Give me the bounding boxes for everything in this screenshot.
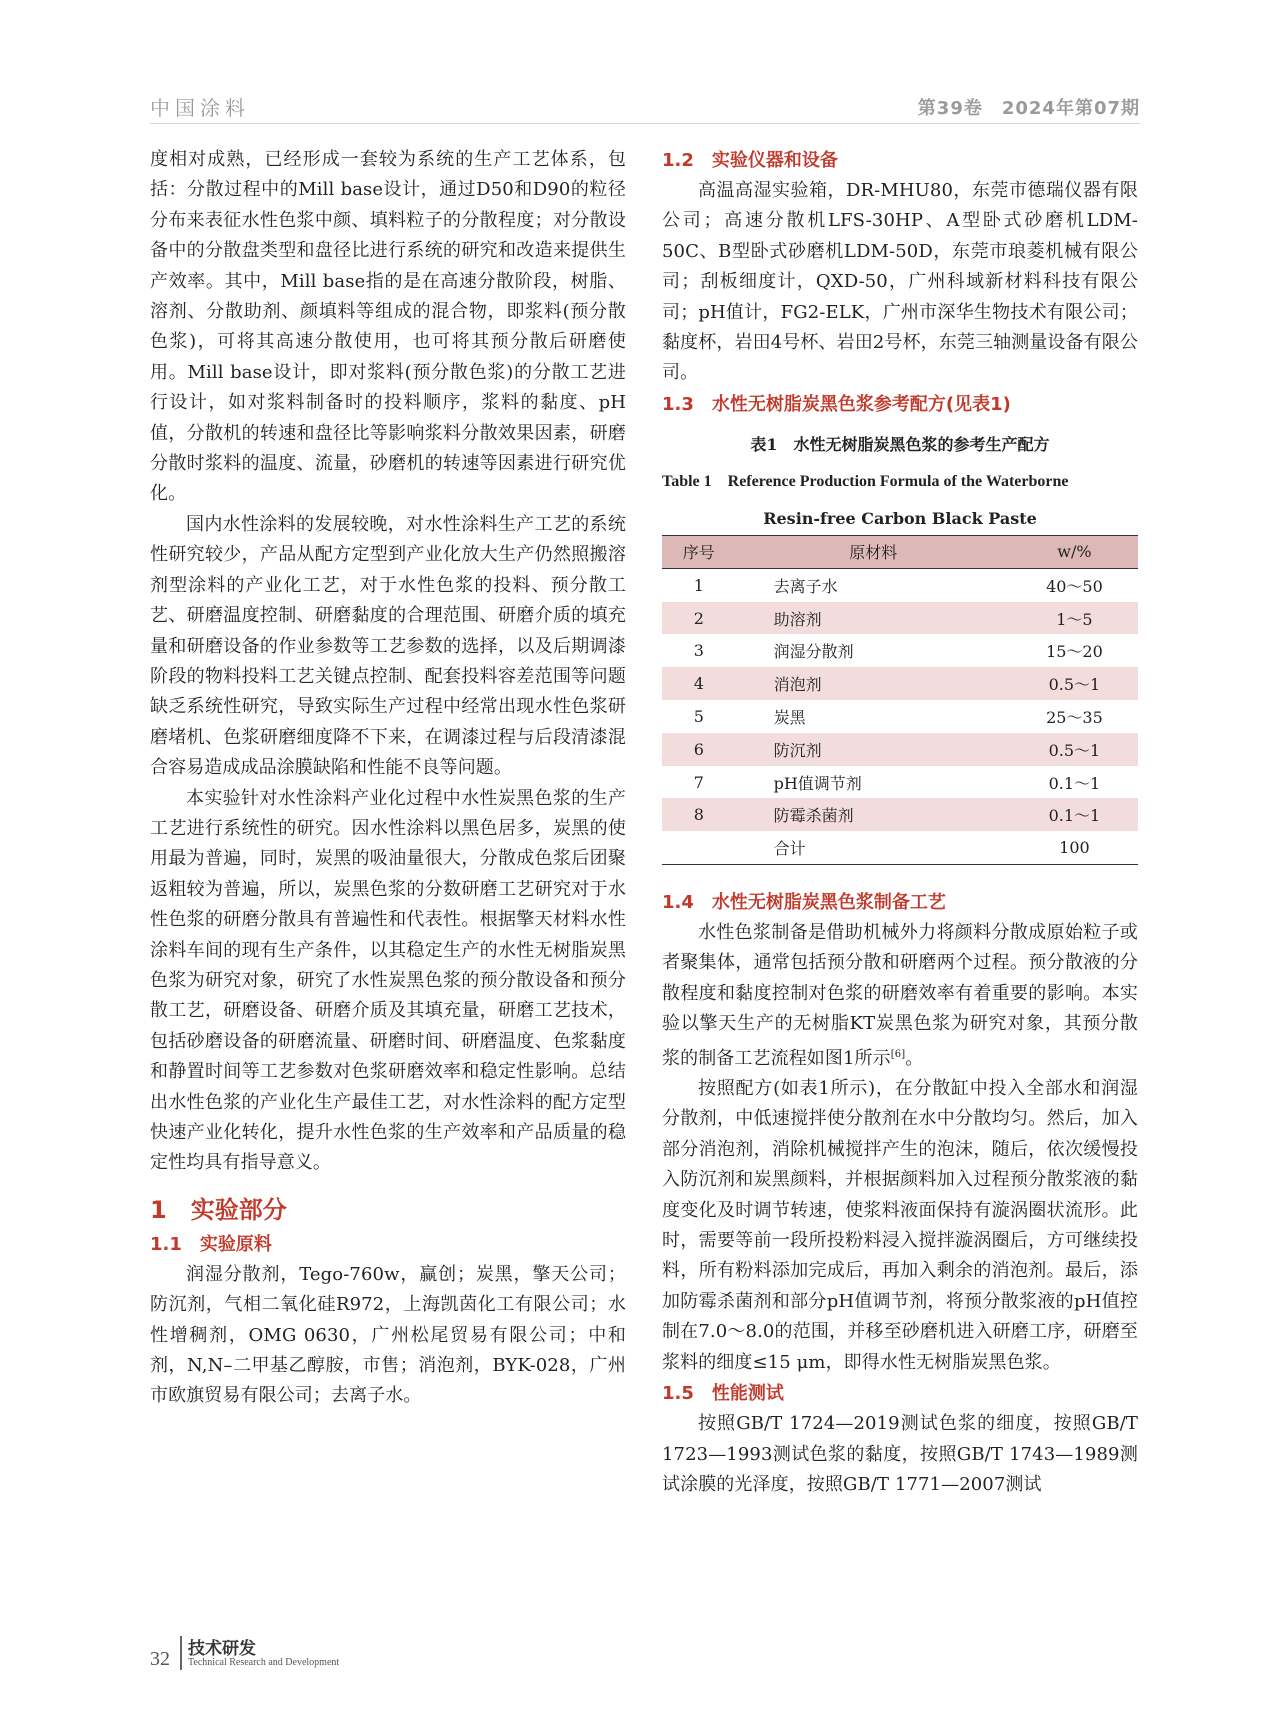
- table-row: [662, 602, 1138, 635]
- cell-no: 8: [662, 798, 736, 831]
- table-row: [662, 798, 1138, 831]
- table-row: [662, 733, 1138, 766]
- cell-no: 3: [693, 641, 704, 661]
- paragraph-end: 。: [905, 1047, 924, 1069]
- table-row: [662, 634, 1138, 667]
- cell-no: 5: [693, 706, 704, 726]
- paragraph: [662, 918, 1138, 1074]
- table-row: [662, 667, 1138, 700]
- table-caption-en: Table 1 Reference Production Formula of the Waterborne: [662, 472, 1069, 490]
- footer-section-cn: 技术研发: [188, 1639, 256, 1659]
- cell-w: 25～35: [1046, 707, 1103, 727]
- cell-w: 40～50: [1046, 576, 1103, 596]
- cell-no: 6: [662, 733, 736, 766]
- paragraph: 高温高湿实验箱，DR-MHU80，东莞市德瑞仪器有限公司；高速分散机LFS-30HP、A型卧式砂磨机LDM-50C、B型卧式砂磨机LDM-50D，东莞市琅菱机械有限公司；刮板细度计，QXD-50，广州科域新材料科技有限公司；pH值计，FG2-ELK，广州市深华生物技术有限公司；黏度杯，岩田4号杯、岩田2号杯，东莞三轴测量设备有限公司。: [662, 180, 1138, 384]
- journal-name: 中国涂料: [150, 96, 250, 120]
- subsection-heading: 1.5 性能测试: [662, 1383, 784, 1405]
- table-row: [662, 700, 1138, 733]
- citation[interactable]: [6]: [890, 1048, 906, 1060]
- formula-table: [662, 535, 1138, 865]
- paragraph: 润湿分散剂，Tego-760w，赢创；炭黑，擎天公司；防沉剂，气相二氧化硅R972，上海凯茵化工有限公司；水性增稠剂，OMG 0630，广州松尾贸易有限公司；中和剂，N,N–二甲基乙醇胺，市售；消泡剂，BYK-028，广州市欧旗贸易有限公司；去离子水。: [150, 1263, 626, 1407]
- cell-no: 7: [693, 772, 704, 792]
- table-header-material: 原材料: [736, 535, 1011, 568]
- left-column: [150, 145, 626, 1412]
- paragraph: 按照GB/T 1724—2019测试色浆的细度，按照GB/T 1723—1993测试色浆的黏度，按照GB/T 1743—1989测试涂膜的光泽度，按照GB/T 1771—2007测试: [662, 1413, 1138, 1495]
- cell-no: [662, 831, 736, 864]
- table-row: [662, 766, 1138, 799]
- cell-total-label: 合计: [736, 831, 1011, 864]
- right-column: [662, 145, 1138, 1500]
- paragraph: 度相对成熟，已经形成一套较为系统的生产工艺体系，包括：分散过程中的Mill base设计，通过D50和D90的粒径分布来表征水性色浆中颜、填料粒子的分散程度；对分散设备中的分散盘类型和盘径比进行系统的研究和改造来提供生产效率。其中，Mill base指的是在高速分散阶段，树脂、溶剂、分散助剂、颜填料等组成的混合物，即浆料(预分散色浆)，可将其高速分散使用，也可将其预分散后研磨使用。Mill base设计，即对浆料(预分散色浆)的分散工艺进行设计，如对浆料制备时的投料顺序，浆料的黏度、pH值，分散机的转速和盘径比等影响浆料分散效果因素，研磨分散时浆料的温度、流量，砂磨机的转速等因素进行研究优化。: [150, 149, 626, 505]
- subsection-heading: 1.3 水性无树脂炭黑色浆参考配方(见表1): [662, 393, 1011, 415]
- issue-info: 第39卷 2024年第07期: [917, 98, 1140, 119]
- section-heading: 1 实验部分: [150, 1195, 287, 1224]
- cell-material: 消泡剂: [736, 667, 1011, 700]
- cell-material: 防沉剂: [736, 733, 1011, 766]
- table-header-w: w/%: [1011, 535, 1138, 568]
- subsection-heading: 1.1 实验原料: [150, 1233, 272, 1255]
- cell-material: 炭黑: [773, 707, 806, 727]
- cell-material: 去离子水: [773, 576, 838, 596]
- footer-section-en: Technical Research and Development: [188, 1657, 340, 1668]
- subsection-heading: 1.4 水性无树脂炭黑色浆制备工艺: [662, 892, 946, 914]
- cell-no: 1: [693, 575, 704, 595]
- cell-w: 1～5: [1011, 602, 1138, 635]
- footer-divider: [180, 1636, 182, 1670]
- cell-material: pH值调节剂: [773, 773, 862, 793]
- cell-w: 0.1～1: [1011, 798, 1138, 831]
- paragraph: 国内水性涂料的发展较晚，对水性涂料生产工艺的系统性研究较少，产品从配方定型到产业化放大生产仍然照搬溶剂型涂料的产业化工艺，对于水性色浆的投料、预分散工艺、研磨温度控制、研磨黏度的合理范围、研磨介质的填充量和研磨设备的作业参数等工艺参数的选择，以及后期调漆阶段的物料投料工艺关键点控制、配套投料容差范围等问题缺乏系统性研究，导致实际生产过程中经常出现水性色浆研磨堵机、色浆研磨细度降不下来，在调漆过程与后段清漆混合容易造成成品涂膜缺陷和性能不良等问题。: [150, 513, 626, 779]
- paragraph: 按照配方(如表1所示)，在分散缸中投入全部水和润湿分散剂，中低速搅拌使分散剂在水中分散均匀。然后，加入部分消泡剂，消除机械搅拌产生的泡沫，随后，依次缓慢投入防沉剂和炭黑颜料，并根据颜料加入过程预分散浆液的黏度变化及时调节转速，使浆料液面保持有漩涡圈状流形。此时，需要等前一段所投粉料浸入搅拌漩涡圈后，方可继续投料，所有粉料添加完成后，再加入剩余的消泡剂。最后，添加防霉杀菌剂和部分pH值调节剂，将预分散浆液的pH值控制在7.0～8.0的范围，并移至砂磨机进入研磨工序，研磨至浆料的细度≤15 μm，即得水性无树脂炭黑色浆。: [662, 1078, 1138, 1373]
- table-row: [662, 568, 1138, 601]
- cell-material: 防霉杀菌剂: [736, 798, 1011, 831]
- page-number: 32: [150, 1648, 170, 1670]
- cell-no: 2: [662, 602, 736, 635]
- table-caption-cn: 表1 水性无树脂炭黑色浆的参考生产配方: [750, 434, 1050, 454]
- cell-w: 0.5～1: [1011, 733, 1138, 766]
- subsection-heading: 1.2 实验仪器和设备: [662, 150, 838, 171]
- paragraph: 本实验针对水性涂料产业化过程中水性炭黑色浆的生产工艺进行系统性的研究。因水性涂料以黑色居多，炭黑的使用最为普遍，同时，炭黑的吸油量很大，分散成色浆后团聚返粗较为普遍，所以，炭黑色浆的分数研磨工艺研究对于水性色浆的研磨分散具有普遍性和代表性。根据擎天材料水性涂料车间的现有生产条件，以其稳定生产的水性无树脂炭黑色浆为研究对象，研究了水性炭黑色浆的预分散设备和预分散工艺，研磨设备、研磨介质及其填充量，研磨工艺技术，包括砂磨设备的研磨流量、研磨时间、研磨温度、色浆黏度和静置时间等工艺参数对色浆研磨效率和稳定性影响。总结出水性色浆的产业化生产最佳工艺，对水性涂料的配方定型快速产业化转化，提升水性色浆的生产效率和产品质量的稳定性均具有指导意义。: [150, 787, 626, 1174]
- table-total-row: [662, 831, 1138, 864]
- header-rule: [150, 123, 1140, 124]
- cell-material: 助溶剂: [736, 602, 1011, 635]
- cell-w: 0.1～1: [1048, 773, 1101, 793]
- table-header-no: 序号: [662, 535, 736, 568]
- table-caption-en: Resin-free Carbon Black Paste: [763, 508, 1037, 528]
- cell-w: 0.5～1: [1011, 667, 1138, 700]
- cell-w: 15～20: [1046, 642, 1103, 662]
- cell-total-value: 100: [1011, 831, 1138, 864]
- cell-material: 润湿分散剂: [773, 642, 854, 662]
- cell-no: 4: [662, 667, 736, 700]
- paragraph-text: 水性色浆制备是借助机械外力将颜料分散成原始粒子或者聚集体，通常包括预分散和研磨两个过程。预分散液的分散程度和黏度控制对色浆的研磨效率有着重要的影响。本实验以擎天生产的无树脂KT炭黑色浆为研究对象，其预分散浆的制备工艺流程如图1所示: [662, 922, 1138, 1069]
